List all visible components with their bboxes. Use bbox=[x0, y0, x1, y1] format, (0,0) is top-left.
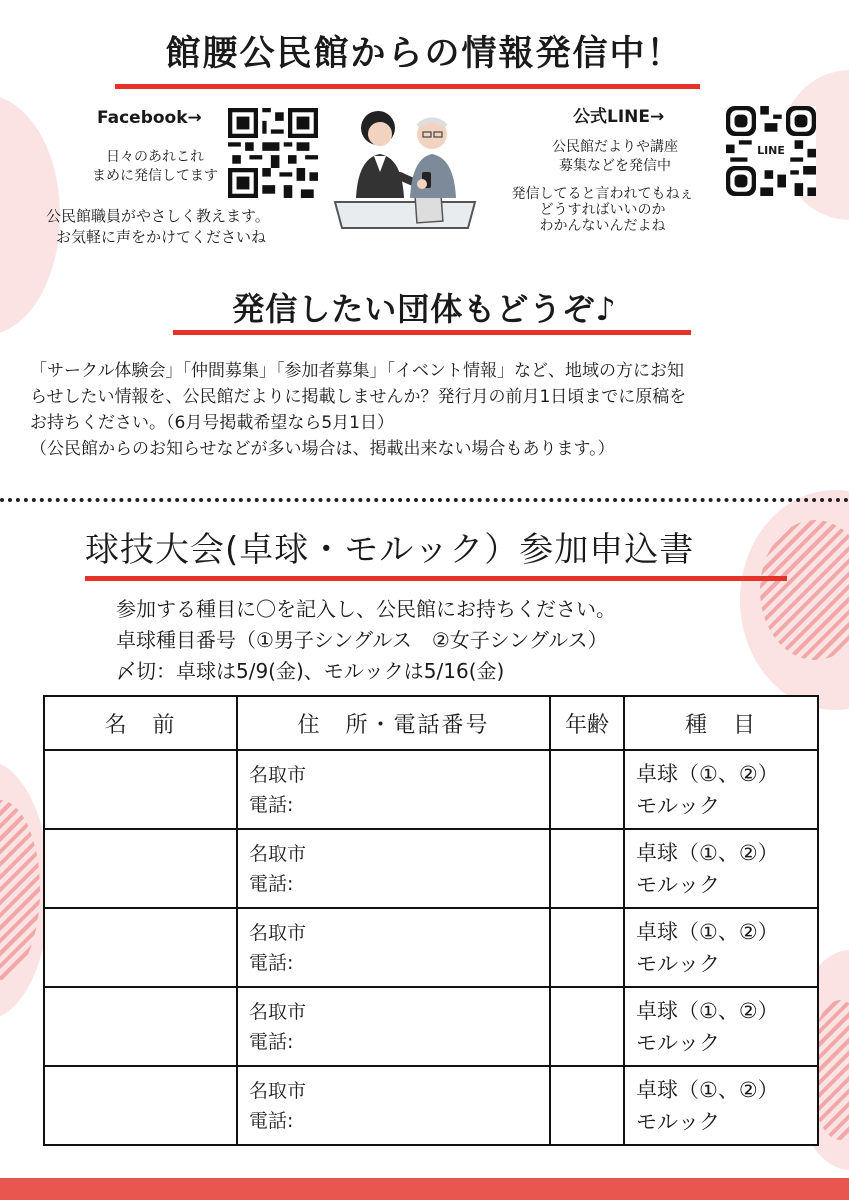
address-cell[interactable] bbox=[237, 1066, 550, 1145]
line-qr-label: LINE bbox=[757, 144, 785, 157]
line-desc bbox=[525, 138, 705, 176]
header-address: 住 所・電話番号 bbox=[237, 696, 550, 750]
city-label: 名取市 bbox=[249, 921, 307, 944]
address-cell[interactable] bbox=[237, 829, 550, 908]
event-cell[interactable] bbox=[624, 1066, 818, 1145]
address-cell[interactable] bbox=[237, 750, 550, 829]
elder-voice-line3: わかんないんだよね bbox=[539, 218, 666, 234]
name-cell[interactable] bbox=[44, 829, 237, 908]
event-table-tennis: 卓球（①、②） bbox=[636, 998, 779, 1023]
table-row bbox=[44, 908, 818, 987]
facebook-desc-line2: まめに発信してます bbox=[92, 168, 218, 184]
staff-note-line1: 公民館職員がやさしく教えます。 bbox=[46, 207, 270, 225]
table-row bbox=[44, 1066, 818, 1145]
table-header-row bbox=[44, 696, 818, 750]
form-instruction-3: 〆切：卓球は5/9(金)、モルックは5/16(金) bbox=[116, 659, 505, 683]
event-molkky: モルック bbox=[636, 1109, 720, 1134]
event-table-tennis: 卓球（①、②） bbox=[636, 840, 779, 865]
event-cell[interactable] bbox=[624, 987, 818, 1066]
elder-voice bbox=[495, 186, 710, 234]
age-cell[interactable] bbox=[550, 908, 624, 987]
form-title-underline bbox=[85, 576, 787, 581]
event-molkky: モルック bbox=[636, 872, 720, 897]
staff-helping-elder-illustration bbox=[330, 100, 480, 235]
groups-line2: らせしたい情報を、公民館だよりに掲載しませんか？発行月の前月1日頃までに原稿を bbox=[30, 387, 687, 407]
event-cell[interactable] bbox=[624, 829, 818, 908]
city-label: 名取市 bbox=[249, 1000, 307, 1023]
form-instruction-1: 参加する種目に〇を記入し、公民館にお持ちください。 bbox=[116, 597, 616, 621]
phone-label: 電話: bbox=[249, 1030, 294, 1053]
line-desc-line2: 募集などを発信中 bbox=[559, 158, 671, 174]
facebook-desc-line1: 日々のあれこれ bbox=[106, 149, 204, 165]
city-label: 名取市 bbox=[249, 842, 307, 865]
event-table-tennis: 卓球（①、②） bbox=[636, 1077, 779, 1102]
form-instruction-2: 卓球種目番号（①男子シングルス ②女子シングルス） bbox=[116, 628, 608, 652]
age-cell[interactable] bbox=[550, 750, 624, 829]
groups-title: 発信したい団体もどうぞ♪ bbox=[232, 290, 617, 328]
name-cell[interactable] bbox=[44, 750, 237, 829]
address-cell[interactable] bbox=[237, 987, 550, 1066]
header-age: 年齢 bbox=[550, 696, 624, 750]
facebook-desc bbox=[55, 148, 255, 186]
table-row bbox=[44, 750, 818, 829]
address-cell[interactable] bbox=[237, 908, 550, 987]
event-molkky: モルック bbox=[636, 793, 720, 818]
line-label[interactable]: 公式LINE→ bbox=[573, 107, 665, 127]
table-row bbox=[44, 987, 818, 1066]
line-qr-code[interactable] bbox=[726, 106, 816, 196]
event-cell[interactable] bbox=[624, 908, 818, 987]
header-name: 名 前 bbox=[44, 696, 237, 750]
facebook-label[interactable]: Facebook→ bbox=[97, 108, 202, 128]
city-label: 名取市 bbox=[249, 1079, 307, 1102]
title-underline bbox=[115, 84, 700, 89]
event-cell[interactable] bbox=[624, 750, 818, 829]
line-desc-line1: 公民館だよりや講座 bbox=[552, 139, 678, 155]
groups-paragraph bbox=[30, 358, 840, 462]
footer-bar bbox=[0, 1178, 849, 1200]
name-cell[interactable] bbox=[44, 908, 237, 987]
header-event: 種 目 bbox=[624, 696, 818, 750]
event-molkky: モルック bbox=[636, 1030, 720, 1055]
age-cell[interactable] bbox=[550, 829, 624, 908]
age-cell[interactable] bbox=[550, 1066, 624, 1145]
staff-note-line2: お気軽に声をかけてくださいね bbox=[56, 228, 267, 246]
page-title: 館腰公民館からの情報発信中！ bbox=[165, 34, 684, 74]
table-row bbox=[44, 829, 818, 908]
event-table-tennis: 卓球（①、②） bbox=[636, 761, 779, 786]
name-cell[interactable] bbox=[44, 987, 237, 1066]
phone-label: 電話: bbox=[249, 793, 294, 816]
staff-note bbox=[46, 206, 270, 248]
facebook-qr-code[interactable] bbox=[228, 108, 318, 198]
application-table bbox=[43, 695, 819, 1146]
groups-line1: 「サークル体験会」「仲間募集」「参加者募集」「イベント情報」など、地域の方にお知 bbox=[30, 361, 684, 381]
form-title: 球技大会(卓球・モルック）参加申込書 bbox=[85, 530, 695, 570]
elder-voice-line2: どうすればいいのか bbox=[539, 202, 666, 218]
form-instructions bbox=[116, 594, 616, 687]
phone-label: 電話: bbox=[249, 872, 294, 895]
age-cell[interactable] bbox=[550, 987, 624, 1066]
groups-title-underline bbox=[173, 330, 691, 335]
cut-line-divider bbox=[0, 498, 849, 502]
elder-voice-line1: 発信してると言われてもねぇ bbox=[511, 186, 694, 202]
groups-line3: お持ちください。（6月号掲載希望なら5月1日） bbox=[30, 413, 394, 433]
groups-line4: （公民館からのお知らせなどが多い場合は、掲載出来ない場合もあります。） bbox=[30, 439, 615, 459]
phone-label: 電話: bbox=[249, 1109, 294, 1132]
name-cell[interactable] bbox=[44, 1066, 237, 1145]
city-label: 名取市 bbox=[249, 763, 307, 786]
event-molkky: モルック bbox=[636, 951, 720, 976]
event-table-tennis: 卓球（①、②） bbox=[636, 919, 779, 944]
phone-label: 電話: bbox=[249, 951, 294, 974]
